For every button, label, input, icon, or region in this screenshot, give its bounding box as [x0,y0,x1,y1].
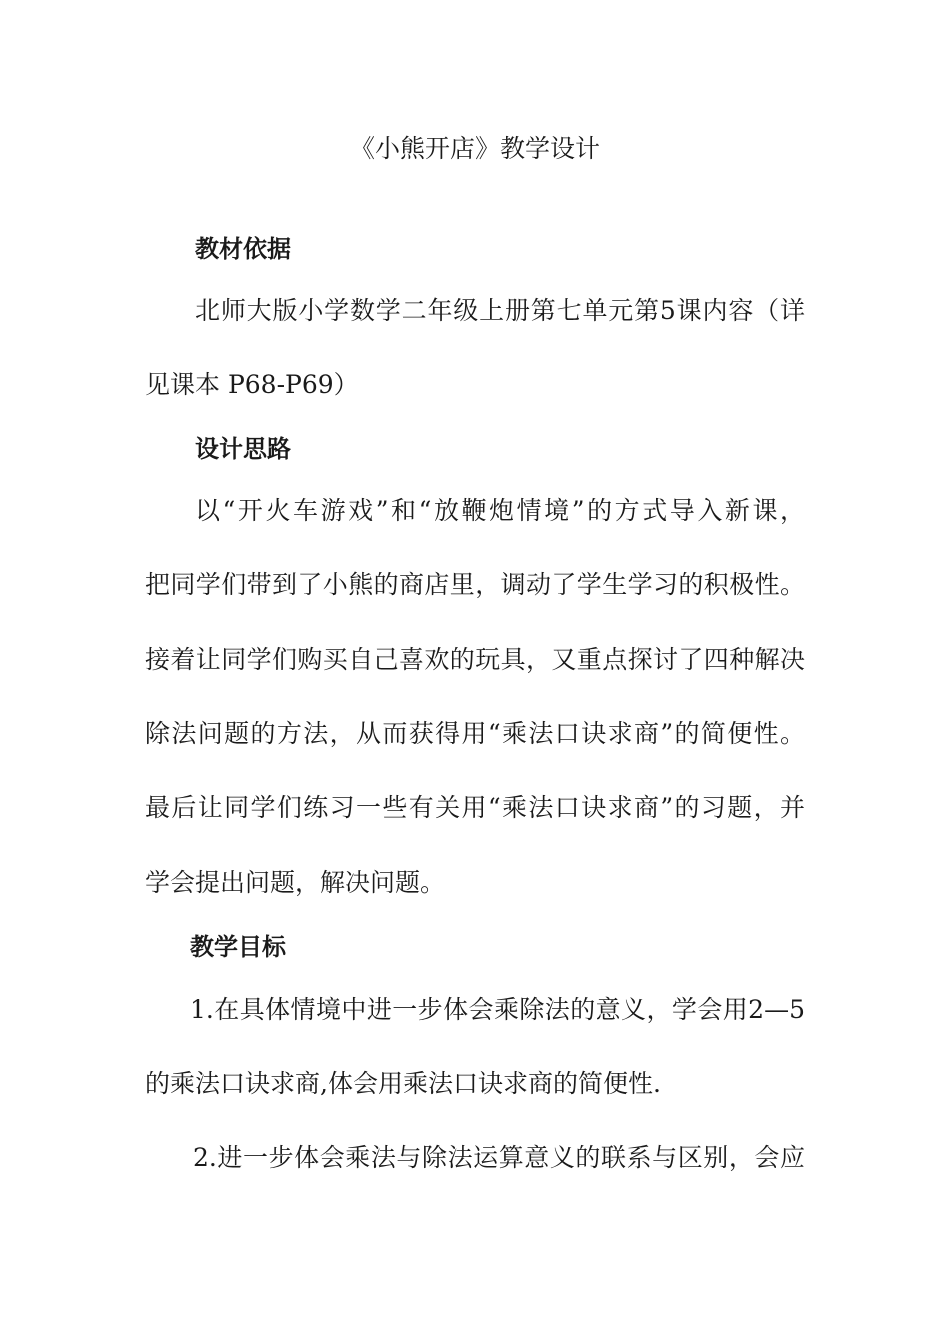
paragraph-line: 把同学们带到了小熊的商店里，调动了学生学习的积极性。 [145,570,805,599]
paragraph-line: 的乘法口诀求商,体会用乘法口诀求商的简便性. [145,1069,661,1098]
paragraph-line: 除法问题的方法，从而获得用“乘法口诀求商”的简便性。 [145,719,805,748]
section-heading-design-idea: 设计思路 [195,435,291,463]
paragraph-line: 学会提出问题，解决问题。 [145,868,446,897]
paragraph-line: 接着让同学们购买自己喜欢的玩具，又重点探讨了四种解决 [145,645,805,674]
paragraph-line: 最后让同学们练习一些有关用“乘法口诀求商”的习题，并 [145,793,805,822]
document-title: 《小熊开店》教学设计 [349,134,600,163]
paragraph-line: 2.进一步体会乘法与除法运算意义的联系与区别，会应 [193,1143,805,1172]
section-heading-teaching-objectives: 教学目标 [190,933,286,961]
paragraph-line: 见课本 P68-P69） [145,370,359,399]
paragraph-line: 1.在具体情境中进一步体会乘除法的意义，学会用2—5 [190,995,805,1024]
paragraph-line: 以“开火车游戏”和“放鞭炮情境”的方式导入新课， [195,496,805,525]
paragraph-line: 北师大版小学数学二年级上册第七单元第5课内容（详 [195,296,805,325]
section-heading-textbook-basis: 教材依据 [195,235,291,263]
